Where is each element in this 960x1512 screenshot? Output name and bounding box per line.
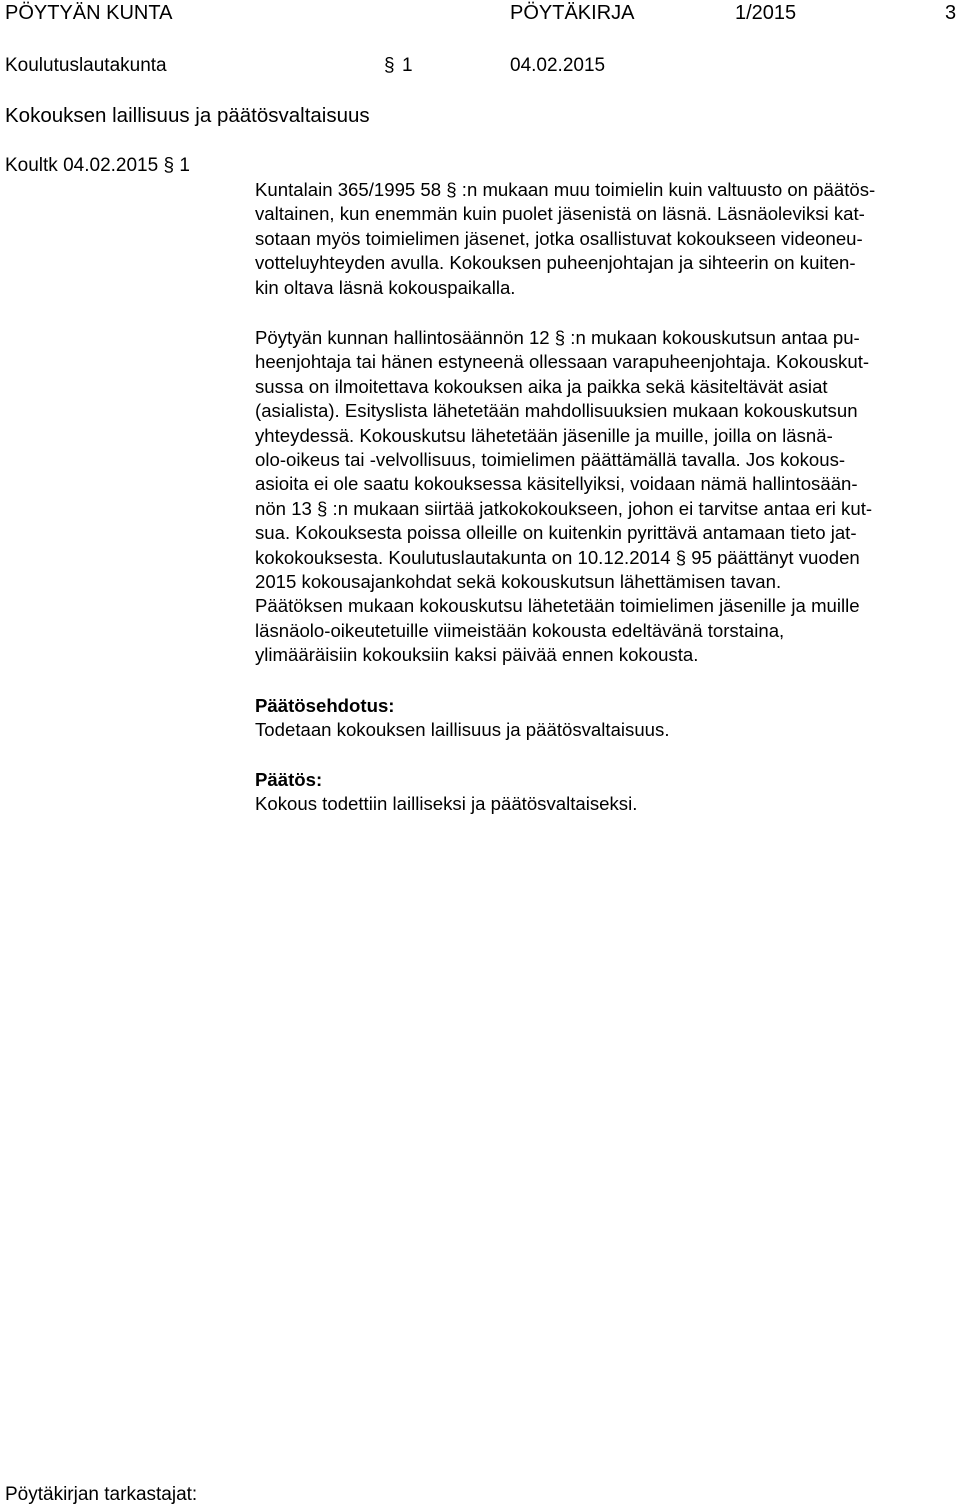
board-name: Koulutuslautakunta [5, 55, 167, 76]
text-line: yhteydessä. Kokouskutsu lähetetään jäsenille ja muille, joilla on läsnä- [255, 424, 833, 446]
decision-label: Päätös: [255, 769, 323, 790]
reference-prefix: Koultk 04.02.2015 [5, 155, 159, 176]
paragraph-2 [255, 326, 955, 668]
reference-number: 1 [179, 155, 190, 176]
text-line: Kuntalain 365/1995 58 § :n mukaan muu toimielin kuin valtuusto on päätös- [255, 179, 876, 200]
text-line: Päätöksen mukaan kokouskutsu lähetetään toimielimen jäsenille ja muille [255, 595, 860, 617]
text-line: heenjohtaja tai hänen estyneenä ollessaan varapuheenjohtaja. Kokouskut- [255, 351, 870, 373]
proposal-text: Todetaan kokouksen laillisuus ja päätösvaltaisuus. [255, 719, 670, 741]
text-line: kin oltava läsnä kokouspaikalla. [255, 276, 516, 298]
proposal-label: Päätösehdotus: [255, 695, 395, 716]
footer-inspectors-label: Pöytäkirjan tarkastajat: [5, 1484, 198, 1505]
document-type: PÖYTÄKIRJA [510, 2, 635, 24]
text-line: sotaan myös toimielimen jäsenet, jotka osallistuvat kokoukseen videoneu- [255, 227, 863, 249]
text-line: sua. Kokouksesta poissa olleille on kuitenkin pyrittävä antamaan tieto jat- [255, 522, 857, 544]
text-line: nön 13 § :n mukaan siirtää jatkokokoukseen, johon ei tarvitse antaa eri kut- [255, 497, 873, 519]
text-line: kokokouksesta. Koulutuslautakunta on 10.12.2014 § 95 päättänyt vuoden [255, 546, 860, 568]
text-line: läsnäolo-oikeutetuille viimeistään kokousta edeltävänä torstaina, [255, 619, 785, 641]
meeting-date: 04.02.2015 [510, 55, 606, 76]
reference-line [5, 155, 190, 177]
text-line: 2015 kokousajankohdat sekä kokouskutsun lähettämisen tavan. [255, 571, 782, 593]
paragraph-1 [255, 178, 955, 300]
text-line: valtainen, kun enemmän kuin puolet jäsenistä on läsnä. Läsnäoleviksi kat- [255, 203, 865, 225]
section-sign-icon: § [384, 55, 395, 76]
text-line: votteluyhteyden avulla. Kokouksen puheenjohtajan ja sihteerin on kuiten- [255, 252, 856, 274]
page-title: Kokouksen laillisuus ja päätösvaltaisuus [5, 104, 370, 127]
text-line: asioita ei ole saatu kokouksessa käsitellyiksi, voidaan nämä hallintosään- [255, 473, 858, 495]
decision-block [255, 768, 955, 817]
municipality-name: PÖYTYÄN KUNTA [5, 2, 173, 24]
text-line: Pöytyän kunnan hallintosäännön 12 § :n mukaan kokouskutsun antaa pu- [255, 327, 860, 348]
document-number: 1/2015 [735, 2, 797, 24]
proposal-block [255, 694, 955, 743]
text-line: sussa on ilmoitettava kokouksen aika ja paikka sekä käsiteltävät asiat [255, 375, 828, 397]
page-number: 3 [945, 2, 957, 24]
text-line: ylimääräisiin kokouksiin kaksi päivää ennen kokousta. [255, 644, 699, 666]
decision-text: Kokous todettiin lailliseksi ja päätösvaltaiseksi. [255, 793, 638, 815]
text-line: olo-oikeus tai -velvollisuus, toimielimen päättämällä tavalla. Jos kokous- [255, 449, 846, 471]
section-number: 1 [402, 55, 413, 76]
text-line: (asialista). Esityslista lähetetään mahdollisuuksien mukaan kokouskutsun [255, 400, 858, 422]
section-sign-icon: § [163, 155, 175, 176]
